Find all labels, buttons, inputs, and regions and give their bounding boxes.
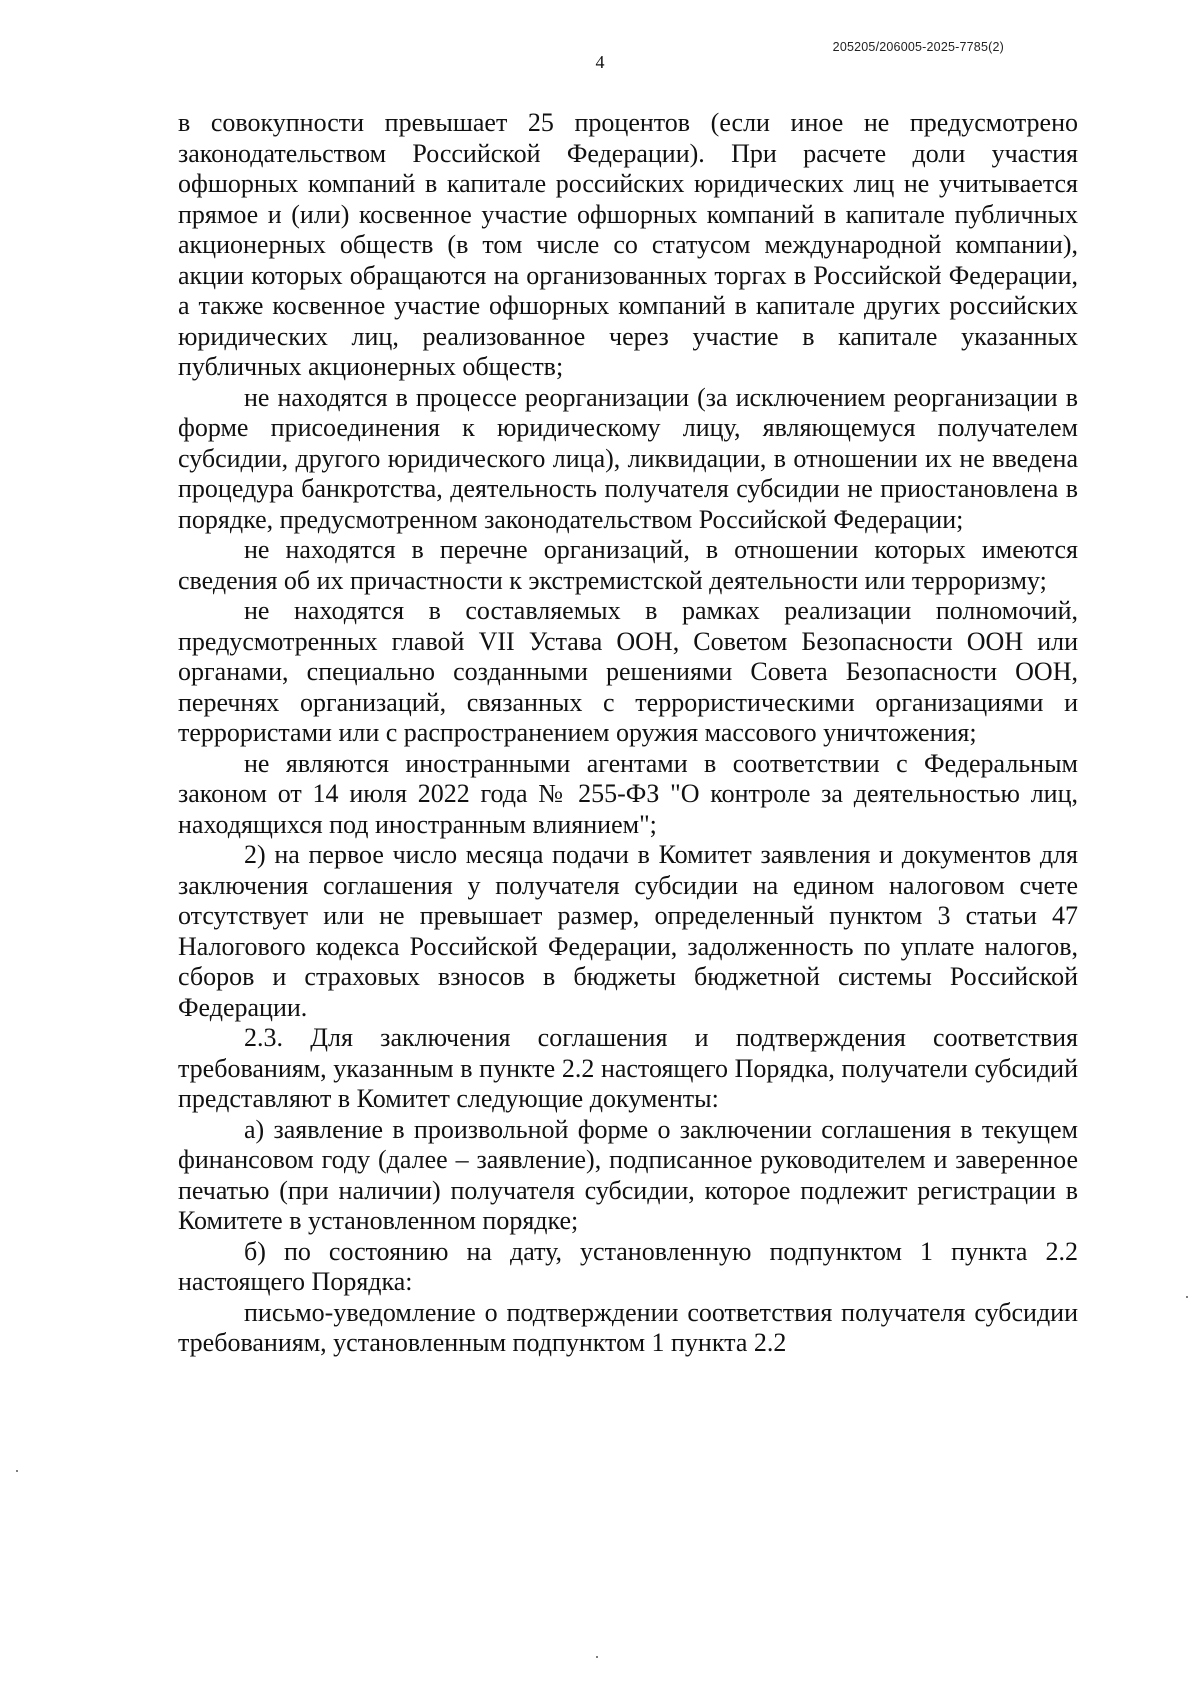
paragraph-tax-debt: 2) на первое число месяца подачи в Комитет заявления и документов для заключения соглашения у получателя субсидии на едином налоговом счете отсутствует или не превышает размер, определенный пунктом 3 статьи 47 Налогового кодекса Российской Федерации, задолженность по уплате налогов, сборов и страховых взносов в бюджеты бюджетной системы Российской Федерации.	[178, 840, 1078, 1022]
scan-speck	[16, 1470, 18, 1472]
paragraph-offshore-participation: в совокупности превышает 25 процентов (если иное не предусмотрено законодательством Российской Федерации). При расчете доли участия офшорных компаний в капитале российских юридических лиц не учитывается прямое и (или) косвенное участие офшорных компаний в капитале публичных акционерных обществ (в том числе со статусом международной компании), акции которых обращаются на организованных торгах в Российской Федерации, а также косвенное участие офшорных компаний в капитале других российских юридических лиц, реализованное через участие в капитале указанных публичных акционерных обществ;	[178, 108, 1078, 381]
paragraph-extremism-list: не находятся в перечне организаций, в отношении которых имеются сведения об их причастности к экстремистской деятельности или терроризму;	[178, 535, 1078, 595]
paragraph-section-2-3: 2.3. Для заключения соглашения и подтверждения соответствия требованиям, указанным в пункте 2.2 настоящего Порядка, получатели субсидий представляют в Комитет следующие документы:	[178, 1023, 1078, 1113]
document-registration-number: 205205/206005-2025-7785(2)	[832, 40, 1004, 54]
paragraph-un-lists: не находятся в составляемых в рамках реализации полномочий, предусмотренных главой VII Устава ООН, Советом Безопасности ООН или органами, специально созданными решениями Совета Безопасности ООН, перечнях организаций, связанных с террористическими организациями и террористами или с распространением оружия массового уничтожения;	[178, 596, 1078, 747]
document-body	[178, 108, 1078, 1359]
paragraph-item-a: а) заявление в произвольной форме о заключении соглашения в текущем финансовом году (далее – заявление), подписанное руководителем и заверенное печатью (при наличии) получателя субсидии, которое подлежит регистрации в Комитете в установленном порядке;	[178, 1114, 1078, 1235]
page-number: 4	[595, 52, 605, 72]
scan-speck	[596, 1656, 598, 1658]
paragraph-item-b: б) по состоянию на дату, установленную подпунктом 1 пункта 2.2 настоящего Порядка:	[178, 1236, 1078, 1296]
paragraph-foreign-agents: не являются иностранными агентами в соответствии с Федеральным законом от 14 июля 2022 года № 255-ФЗ "О контроле за деятельностью лиц, находящихся под иностранным влиянием";	[178, 748, 1078, 839]
paragraph-notification-letter: письмо-уведомление о подтверждении соответствия получателя субсидии требованиям, установленным подпунктом 1 пункта 2.2	[178, 1297, 1078, 1357]
scan-speck	[1186, 1296, 1188, 1298]
paragraph-reorganization: не находятся в процессе реорганизации (за исключением реорганизации в форме присоединения к юридическому лицу, являющемуся получателем субсидии, другого юридического лица), ликвидации, в отношении их не введена процедура банкротства, деятельность получателя субсидии не приостановлена в порядке, предусмотренном законодательством Российской Федерации;	[178, 382, 1078, 534]
